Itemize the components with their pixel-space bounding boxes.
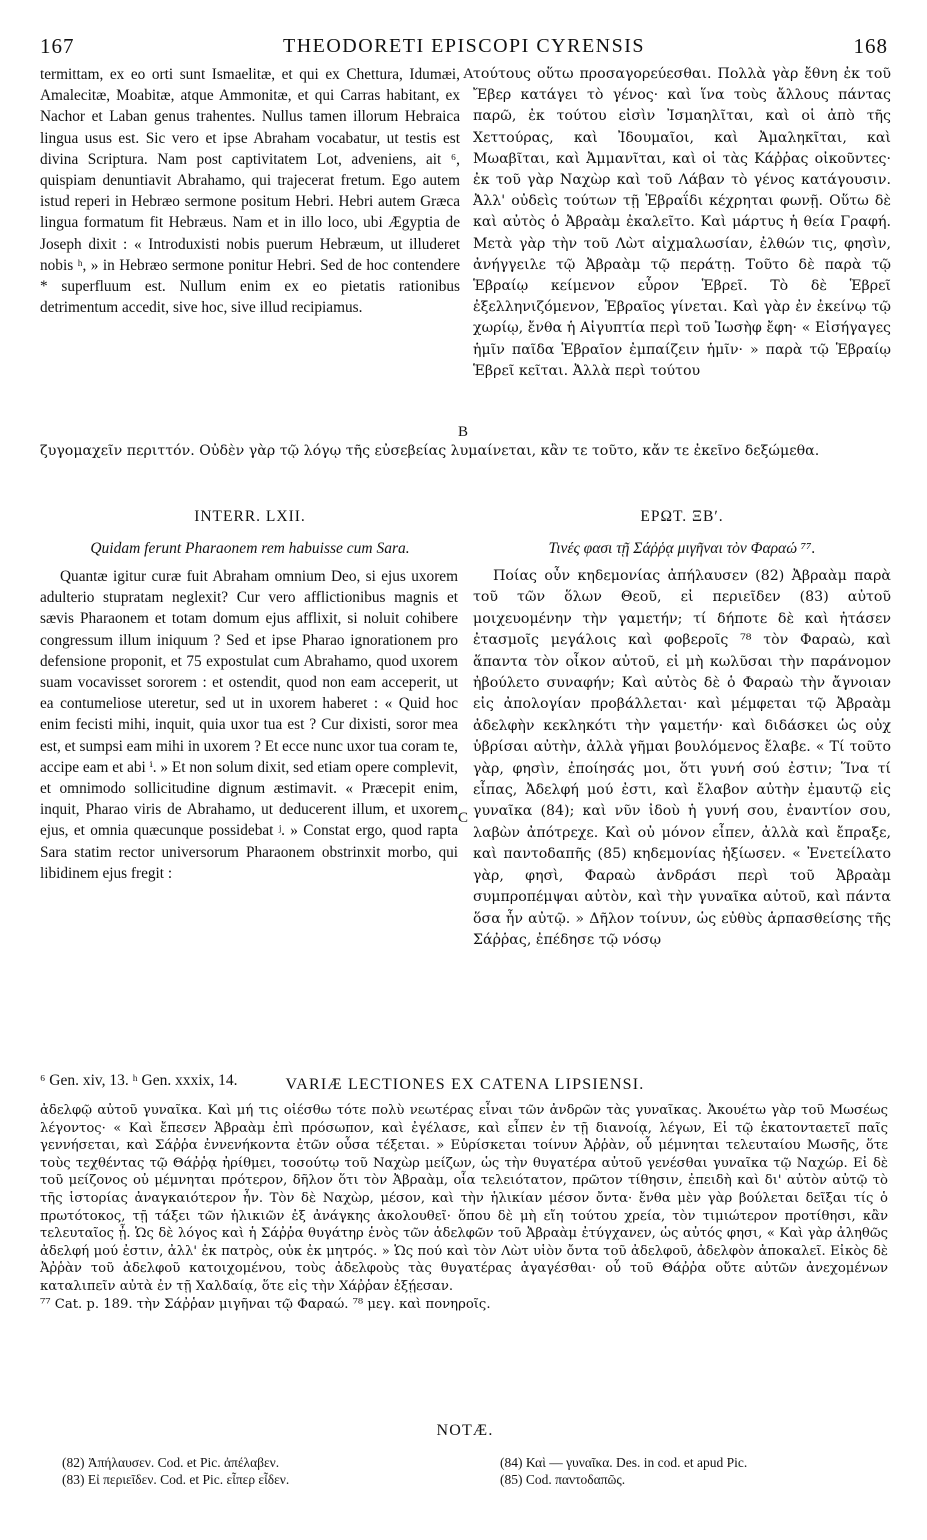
- margin-letter-b: B: [458, 424, 469, 440]
- page-number-right: 168: [853, 34, 888, 58]
- latin-paragraph-top: termittam, ex eo orti sunt Ismaelitæ, et qui ex Chettura, Idumæi, Amalecitæ, Moabitæ, atque Ammonitæ, et qui Carras habitant, ex Nachor et Laban genus trahentes. Nullus tamen illorum Hebraica lingua usus est. Sic vero et ipse Abraham vocabatur, ut testis est divina Scriptura. Nam post captivitatem Lot, adveniens, ait ⁶, quispiam denuntiavit Abrahamo, qui trajecerat fretum. Ego autem istud reperi in Hebræo sermone positum Hebri. Hebri autem Græca lingua formatum fit Hebræus. Nam et in illo loco, ubi Ægyptia de Joseph dixit : « Introduxisti nobis puerum Hebræum, ut illuderet nobis ʰ, » in Hebræo sermone ponitur Hebri. Sed de hoc contendere * superfluum est. Nullum enim ex eo pietatis rationibus detrimentum accedit, sive hoc, sive illud recipiamus.: [40, 66, 460, 317]
- page-number-left: 167: [40, 34, 75, 58]
- note-84: (84) Καὶ — γυναῖκα. Des. in cod. et apud Pic.: [500, 1455, 748, 1470]
- greek-column-interr: [473, 566, 891, 951]
- greek-paragraph-interr: Ποίας οὖν κηδεμονίας ἀπήλαυσεν (82) Ἀβραὰμ παρὰ τοῦ τῶν ὅλων Θεοῦ, εἰ περιεῖδεν (83) αὐτοῦ μοιχευομένην τὴν γαμετήν; τί δήποτε δὲ καὶ ἠτάσεν ἐτασμοῖς μεγάλοις καὶ φοβεροῖς ⁷⁸ τὸν Φαραὼ, καὶ ἅπαντα τὸν οἶκον αὐτοῦ, εἰ μὴ κωλῦσαι τὴν παράνομον ἠβούλετο συναφήν; Καὶ αὐτὸς δὲ ὁ Φαραὼ τὴν ἄγνοιαν εἰς ἀπολογίαν προβάλλεται· καὶ μέμφεται τῷ Ἀβραὰμ ἀδελφὴν κεκληκότι τὴν γαμετήν· καὶ διδάσκει ὡς οὐχ ὑβρίσαι αὐτὴν, ἀλλὰ γῆμαι βουλόμενος ἔλαβε. « Τί τοῦτο γὰρ, φησὶν, ἐποίησάς μοι, ὅτι γυνή σού ἐστιν; Ἵνα τί εἶπας, Ἀδελφή μού ἐστι, καὶ ἔλαβον αὐτὴν ἐμαυτῷ εἰς γυναῖκα (84); καὶ νῦν ἰδοὺ ἡ γυνή σου, ἐναντίον σου, λαβὼν ἀπότρεχε. Καὶ οὐ μόνον εἶπεν, ἀλλὰ καὶ ἔπραξε, καὶ παντοδαπῆς (85) κηδεμονίας ἠξίωσεν. « Ἐνετείλατο γὰρ, φησὶ, Φαραὼ ἀνδράσι περὶ τοῦ Ἀβραὰμ συμπροπέμψαι αὐτὸν, καὶ τὴν γυναῖκα αὐτοῦ, καὶ πάντα ὅσα ἦν αὐτῷ. » Δῆλον τοίνυν, ὡς εὐθὺς ἁρπασθείσης τῆς Σάῤῥας, ἐπέδησε τῷ νόσῳ: [473, 568, 891, 948]
- variae-lectiones: [40, 1102, 888, 1313]
- latin-column-interr: [40, 566, 458, 884]
- greek-column-top: [473, 64, 891, 382]
- greek-paragraph-top: τούτους οὕτω προσαγορεύεσθαι. Πολλὰ γὰρ ἔθνη ἐκ τοῦ Ἔβερ κατάγει τὸ γένος· καὶ ἵνα τοὺς ἄλλους πάντας παρῶ, ἐκ τούτου εἰσὶν Ἰσμαηλῖται, καὶ οἱ ἀπὸ τῆς Χεττούρας, καὶ Ἰδουμαῖοι, καὶ Ἀμαληκῖται, καὶ Μωαβῖται, καὶ Ἀμμανῖται, καὶ οἱ τὰς Κάῤῥας οἰκοῦντες· ἐκ τοῦ γὰρ Ναχὼρ καὶ τοῦ Λάβαν τὸ γένος κατάγουσιν. Ἀλλ' οὐδεὶς τούτων τῇ Ἑβραΐδι κέχρηται φωνῇ. Οὕτω δὲ καὶ αὐτὸς ὁ Ἀβραὰμ ἐκαλεῖτο. Καὶ μάρτυς ἡ θεία Γραφή. Μετὰ γὰρ τὴν τοῦ Λὼτ αἰχμαλωσίαν, ἐλθών τις, φησὶν, ἀνήγγειλε τῷ Ἀβραὰμ τῷ περάτῃ. Τοῦτο δὲ παρὰ τῷ Ἑβραίῳ κείμενον εὗρον Ἑβρεῖ. Τὸ δὲ Ἑβρεῖ ἐξελληνιζόμενον, Ἑβραῖος γίνεται. Καὶ γὰρ ἐν ἐκείνῳ τῷ χωρίῳ, ἔνθα ἡ Αἰγυπτία περὶ τοῦ Ἰωσὴφ ἔφη· « Εἰσήγαγες ἡμῖν παῖδα Ἑβραῖον ἐμπαίζειν ἡμῖν· » παρὰ τῷ Ἑβραίῳ Ἑβρεῖ κεῖται. Ἀλλὰ περὶ τούτου: [473, 66, 891, 379]
- margin-letter-c: C: [458, 810, 469, 826]
- latin-paragraph-interr: Quantæ igitur curæ fuit Abraham omnium Deo, si ejus uxorem adulterio stupratam neglexit? Cur vero afflictionibus magnis et sævis Pharaonem et totam domum ejus afflixit, si noluit cohibere congressum illum iniquum ? Sed et ipse Pharao ignorationem pro defensione proponit, et 75 expostulat cum Abrahamo, quod uxorem suam vocavisset sororem : et ostendit, quod non eam acceperit, ut ea contumeliose uteretur, sed ut in uxorem haberet : « Quid hoc enim fecisti mihi, inquit, quia uxor tua est ? Cur dixisti, soror mea est, et sumpsi eam mihi in uxorem ? Et ecce nunc uxor tua coram te, accipe eam et abi ⁱ. » Et non solum dixit, sed etiam opere complevit, et omnimodo sollicitudine dignum æstimavit. « Præcepit enim, inquit, Pharao viris de Abrahamo, ut deducerent illum, et uxorem ejus, et omnia quæcunque possidebat ʲ. » Constat ergo, quod rapta Sara statim rector universorum Pharaonem obstrinxit morbo, qui libidinem ejus fregit :: [40, 568, 458, 882]
- greek-question-heading: ΕΡΩΤ. ΞΒʹ.: [640, 508, 724, 525]
- variae-title: VARIÆ LECTIONES EX CATENA LIPSIENSI.: [285, 1076, 645, 1093]
- note-83: (83) Εἰ περιεῖδεν. Cod. et Pic. εἶπερ εἶδεν.: [62, 1472, 290, 1487]
- greek-full-width-line: ζυγομαχεῖν περιττόν. Οὐδὲν γὰρ τῷ λόγῳ τῆς εὐσεβείας λυμαίνεται, κἂν τε τοῦτο, κἄν τε ἐκεῖνο δεξώμεθα.: [40, 443, 820, 459]
- notes-left-column: [62, 1454, 289, 1488]
- note-85: (85) Cod. παντοδαπῶς.: [500, 1472, 626, 1487]
- latin-question-subtitle: Quidam ferunt Pharaonem rem habuisse cum Sara.: [90, 540, 410, 557]
- note-82: (82) Ἀπήλαυσεν. Cod. et Pic. ἀπέλαβεν.: [62, 1455, 280, 1470]
- notae-title: NOTÆ.: [436, 1422, 494, 1439]
- variae-last-line: ⁷⁷ Cat. p. 189. τὴν Σάῤῥαν μιγῆναι τῷ Φαραώ. ⁷⁸ μεγ. καὶ πονηροῖς.: [40, 1296, 491, 1312]
- notes-right-column: [500, 1454, 747, 1488]
- greek-question-subtitle: Τινές φασι τῇ Σάῤῥᾳ μιγῆναι τὸν Φαραώ ⁷⁷.: [548, 540, 816, 557]
- running-title: THEODORETI EPISCOPI CYRENSIS: [282, 35, 646, 57]
- footnotes: ⁶ Gen. xiv, 13. ʰ Gen. xxxix, 14.: [40, 1072, 238, 1089]
- variae-paragraph: ἀδελφῷ αὐτοῦ γυναῖκα. Καὶ μή τις οἰέσθω τότε πολὺ νεωτέρας εἶναι τῶν ἀνδρῶν τὰς γυναῖκας. Ἀκουέτω γὰρ τοῦ Μωσέως λέγοντος· « Καὶ ἔπεσεν Ἀβραὰμ ἐπὶ πρόσωπον, καὶ ἐγέλασε, καὶ εἶπεν ἐν τῇ διανοίᾳ, λέγων, Εἰ τῷ ἑκατονταετεῖ παῖς γεννήσεται, καὶ Σάῤῥα ἐννενήκοντα ἐτῶν οὖσα τέξεται. » Εὑρίσκεται τοίνυν Ἀῤῥὰν, οὗ μέμνηται τελευταίου Μωσῆς, ὅτε τοὺς τεχθέντας τῷ Θάῤῥᾳ ἠρίθμει, τοσούτῳ τοῦ Ναχὼρ μείζων, ὡς τὴν θυγατέρα αὐτοῦ γενέσθαι γυναῖκα τῷ Ναχώρ. Εἰ δὲ τοῦ μείζονος οὐ μέμνηται πρότερον, δῆλον ὅτι τὸν Ἀβραὰμ, οἷα τελειότατον, πρῶτον τίθησιν, ἐπειδὴ καὶ δι' αὐτὸν αὐτῷ τὸ τῆς ἱστορίας ἀναγκαιότερον ἦν. Τὸν δὲ Ναχὼρ, μέσον, καὶ τὴν ἡλικίαν μέσον ὄντα· ἔνθα μὲν γὰρ βούλεται δεῖξαι τίς ὁ πρωτότοκος, τῇ τάξει τῶν ἡλικιῶν ἐξ ἀνάγκης ἀκολουθεῖ· ὅπου δὲ μὴ εἴη τούτου χρεία, τὸν τιμιώτερον προτίθησι, κἂν τελευταῖος ᾖ. Ὡς δὲ λόγος καὶ ἡ Σάῤῥα θυγάτηρ ἑνὸς τῶν ἀδελφῶν τοῦ Ἀβραὰμ ἐτύγχανεν, ὡς αὐτός φησι, « Καὶ γὰρ ἀληθῶς ἀδελφή μού ἐστιν, ἀλλ' ἐκ πατρὸς, οὐκ ἐκ μητρός. » Ὡς πού καὶ τὸν Λὼτ υἱὸν ὄντα τοῦ ἀδελφοῦ, ἀδελφὸν ἀποκαλεῖ. Εἰκὸς δὲ Ἀῤῥὰν τοῦ ἀδελφοῦ κατοιχομένου, τοὺς ἀδελφοὺς τὰς θυγατέρας ἀγαγέσθαι· οὗ τοῦ Θάῤῥα οὔτε αὐτῶν ἀνεχομένων καταλιπεῖν αὐτὰ ἐν τῇ Χαλδαίᾳ, ὅτε εἰς τὴν Χάῤῥαν ἐξῄεσαν.: [40, 1103, 888, 1294]
- margin-letter-a: A: [463, 66, 474, 82]
- latin-question-heading: INTERR. LXII.: [194, 508, 306, 525]
- latin-column-top: [40, 64, 460, 318]
- page-header: [40, 30, 888, 60]
